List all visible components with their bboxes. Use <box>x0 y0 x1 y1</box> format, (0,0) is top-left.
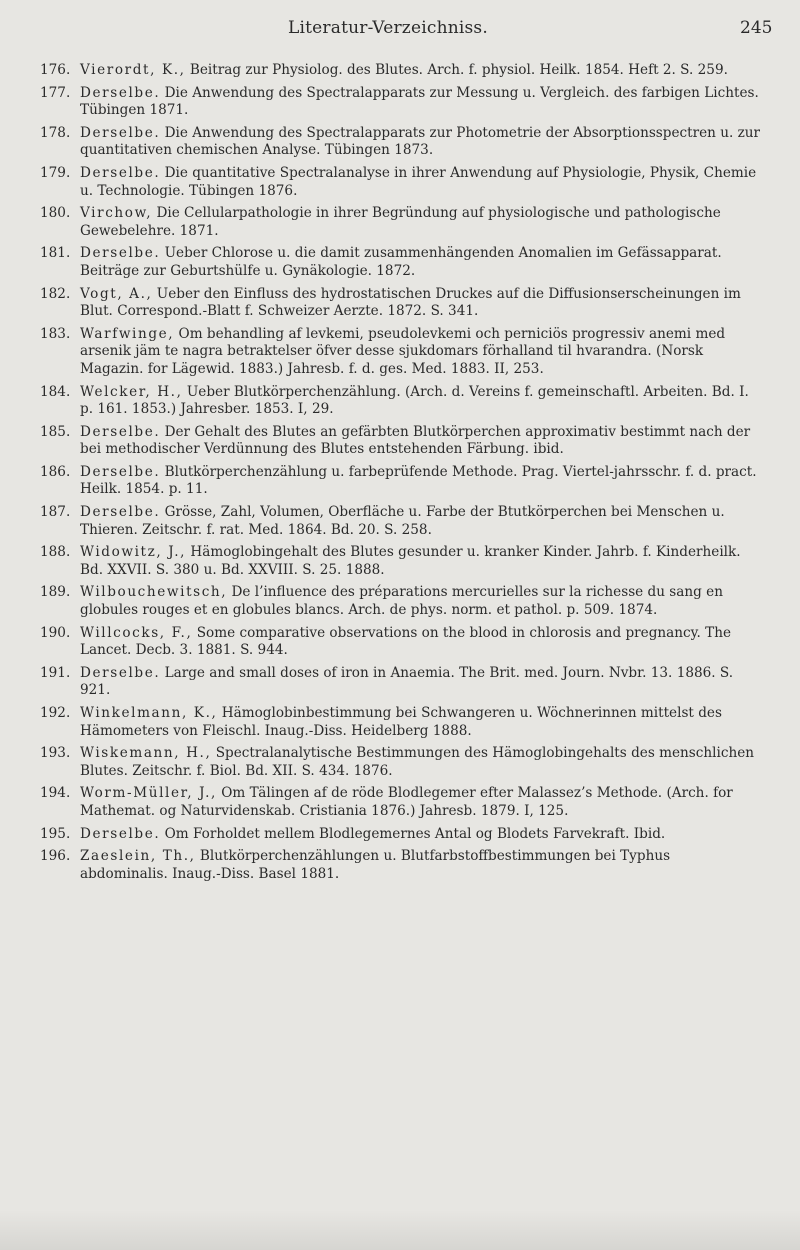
entry-citation <box>80 125 762 160</box>
entry-author: Derselbe. <box>80 245 161 262</box>
entry-citation <box>80 464 762 499</box>
entry-text: Om Forholdet mellem Blodlegemernes Antal og Blodets Farvekraft. Ibid. <box>160 825 666 842</box>
bibliography-entry <box>40 625 762 660</box>
entry-number: 193. <box>40 745 71 762</box>
bibliography-entry <box>40 125 762 160</box>
entry-author: Willcocks, F., <box>80 624 193 641</box>
entry-citation <box>80 424 762 459</box>
entry-author: Derselbe. <box>80 84 161 101</box>
entry-citation <box>80 625 762 660</box>
entry-number: 196. <box>40 848 71 865</box>
bibliography-entry <box>40 785 762 820</box>
entry-text: Large and small doses of iron in Anaemia. The Brit. med. Journ. Nvbr. 13. 1886. S. 921. <box>80 664 734 699</box>
entry-citation <box>80 665 762 700</box>
entry-number: 182. <box>40 285 71 302</box>
entry-number: 195. <box>40 825 71 842</box>
entry-number: 178. <box>40 124 71 141</box>
entry-author: Welcker, H., <box>80 383 183 400</box>
entry-author: Zaeslein, Th., <box>80 848 196 865</box>
entry-author: Vierordt, K., <box>80 62 186 78</box>
page-number: 245 <box>740 18 773 38</box>
bibliography-entry <box>40 826 762 844</box>
bibliography-entry <box>40 584 762 619</box>
bibliography-entry <box>40 165 762 200</box>
entry-text: Die Cellularpathologie in ihrer Begründung auf physiologische und pathologische Gewebelehre. 1871. <box>80 205 721 239</box>
bibliography-entry <box>40 544 762 579</box>
entry-citation <box>80 205 762 240</box>
entry-text: Spectralanalytische Bestimmungen des Hämoglobingehalts des menschlichen Blutes. Zeitschr. f. Biol. Bd. XII. S. 434. 1876. <box>80 745 755 779</box>
entry-author: Derselbe. <box>80 664 161 681</box>
entry-citation <box>80 785 762 820</box>
entry-author: Derselbe. <box>80 164 161 181</box>
bibliography-entry <box>40 745 762 780</box>
bibliography-entry <box>40 286 762 321</box>
running-title: Literatur-Verzeichniss. <box>288 18 488 38</box>
entry-text: Grösse, Zahl, Volumen, Oberfläche u. Farbe der Btutkörperchen bei Menschen u. Thieren. Zeitschr. f. rat. Med. 1864. Bd. 20. S. 258. <box>80 504 725 538</box>
entry-number: 180. <box>40 205 71 222</box>
entry-text: Blutkörperchenzählung u. farbeprüfende Methode. Prag. Viertel-jahrsschr. f. d. pract. Heilk. 1854. p. 11. <box>80 463 757 498</box>
bibliography-entry <box>40 705 762 740</box>
entry-author: Derselbe. <box>80 504 161 521</box>
entry-number: 184. <box>40 383 71 400</box>
bibliography-entry <box>40 848 762 883</box>
entry-text: Hämoglobinbestimmung bei Schwangeren u. Wöchnerinnen mittelst des Hämometers von Fleischl. Inaug.-Diss. Heidelberg 1888. <box>80 705 722 739</box>
bibliography-entry <box>40 85 762 120</box>
entry-citation <box>80 326 762 379</box>
entry-text: Om Tälingen af de röde Blodlegemer efter Malassez’s Methode. (Arch. for Mathemat. og Naturvidenskab. Cristiania 1876.) Jahresb. 1879. I, 125. <box>80 785 733 819</box>
entry-text: Ueber den Einfluss des hydrostatischen Druckes auf die Diffusionserscheinungen im Blut. Correspond.-Blatt f. Schweizer Aerzte. 1872. S. 341. <box>80 285 741 320</box>
entry-citation <box>80 286 762 321</box>
entry-text: Ueber Blutkörperchenzählung. (Arch. d. Vereins f. gemeinschaftl. Arbeiten. Bd. I. p. 161. 1853.) Jahresber. 1853. I, 29. <box>80 383 749 418</box>
entry-citation <box>80 62 762 80</box>
bibliography-entry <box>40 665 762 700</box>
bibliography-entry <box>40 504 762 539</box>
entry-number: 194. <box>40 785 71 802</box>
entry-citation <box>80 85 762 120</box>
entry-text: Die Anwendung des Spectralapparats zur Photometrie der Absorptionsspectren u. zur quantitativen chemischen Analyse. Tübingen 1873. <box>80 124 761 159</box>
entry-citation <box>80 826 762 844</box>
entry-number: 179. <box>40 164 71 181</box>
entry-text: Die Anwendung des Spectralapparats zur Messung u. Vergleich. des farbigen Lichtes. Tübingen 1871. <box>80 84 759 119</box>
entry-author: Derselbe. <box>80 825 161 842</box>
bibliography-entry <box>40 424 762 459</box>
entry-text: Beitrag zur Physiolog. des Blutes. Arch. f. physiol. Heilk. 1854. Heft 2. S. 259. <box>185 62 728 78</box>
entry-citation <box>80 584 762 619</box>
entry-text: Some comparative observations on the blood in chlorosis and pregnancy. The Lancet. Decb. 3. 1881. S. 944. <box>80 624 732 659</box>
entry-author: Winkelmann, K., <box>80 705 218 721</box>
bibliography-entry <box>40 326 762 379</box>
bibliography-entry <box>40 205 762 240</box>
page-header <box>0 18 800 48</box>
entry-citation <box>80 165 762 200</box>
entry-text: Blutkörperchenzählungen u. Blutfarbstoffbestimmungen bei Typhus abdominalis. Inaug.-Diss. Basel 1881. <box>80 848 671 882</box>
entry-author: Worm-Müller, J., <box>80 785 217 802</box>
entry-author: Derselbe. <box>80 124 161 141</box>
entry-number: 189. <box>40 584 71 601</box>
entry-citation <box>80 544 762 579</box>
entry-text: De l’influence des préparations mercurielles sur la richesse du sang en globules rouges et en globules blancs. Arch. de phys. norm. et pathol. p. 509. 1874. <box>80 584 723 619</box>
entry-citation <box>80 245 762 280</box>
entry-author: Vogt, A., <box>80 285 153 302</box>
entry-number: 176. <box>40 62 71 78</box>
entry-citation <box>80 745 762 780</box>
entry-citation <box>80 504 762 539</box>
entry-author: Virchow, <box>80 205 153 222</box>
entry-author: Warfwinge, <box>80 325 175 342</box>
entry-text: Hämoglobingehalt des Blutes gesunder u. kranker Kinder. Jahrb. f. Kinderheilk. Bd. XXVII. S. 380 u. Bd. XXVIII. S. 25. 1888. <box>80 544 741 578</box>
entry-number: 181. <box>40 245 71 262</box>
bibliography-entry <box>40 245 762 280</box>
page-bottom-shadow <box>0 1210 800 1250</box>
bibliography-entry <box>40 464 762 499</box>
entry-number: 187. <box>40 504 71 521</box>
entry-text: Ueber Chlorose u. die damit zusammenhängenden Anomalien im Gefässapparat. Beiträge zur Geburtshülfe u. Gynäkologie. 1872. <box>80 245 722 279</box>
entry-number: 188. <box>40 544 71 561</box>
bibliography-list <box>40 62 762 888</box>
entry-text: Om behandling af levkemi, pseudolevkemi och perniciös progressiv anemi med arsenik jäm te nagra betraktelser öfver desse sjukdomars förhalland til hvarandra. (Norsk Magazin. for Lägewid. 1883.) Jahresb. f. d. ges. Med. 1883. II, 253. <box>80 325 726 377</box>
entry-number: 190. <box>40 624 71 641</box>
entry-author: Widowitz, J., <box>80 544 187 561</box>
entry-author: Derselbe. <box>80 463 161 480</box>
entry-number: 185. <box>40 423 71 440</box>
entry-text: Die quantitative Spectralanalyse in ihrer Anwendung auf Physiologie, Physik, Chemie u. Technologie. Tübingen 1876. <box>80 164 757 199</box>
entry-citation <box>80 705 762 740</box>
entry-text: Der Gehalt des Blutes an gefärbten Blutkörperchen approximativ bestimmt nach der bei methodischer Verdünnung des Blutes entstehenden Färbung. ibid. <box>80 423 751 458</box>
entry-number: 192. <box>40 705 71 721</box>
entry-author: Wilbouchewitsch, <box>80 584 228 601</box>
entry-number: 191. <box>40 664 71 681</box>
entry-number: 186. <box>40 463 71 480</box>
entry-number: 183. <box>40 325 71 342</box>
entry-citation <box>80 848 762 883</box>
entry-author: Derselbe. <box>80 423 161 440</box>
entry-author: Wiskemann, H., <box>80 745 212 762</box>
bibliography-entry <box>40 384 762 419</box>
entry-citation <box>80 384 762 419</box>
bibliography-entry <box>40 62 762 80</box>
entry-number: 177. <box>40 84 71 101</box>
